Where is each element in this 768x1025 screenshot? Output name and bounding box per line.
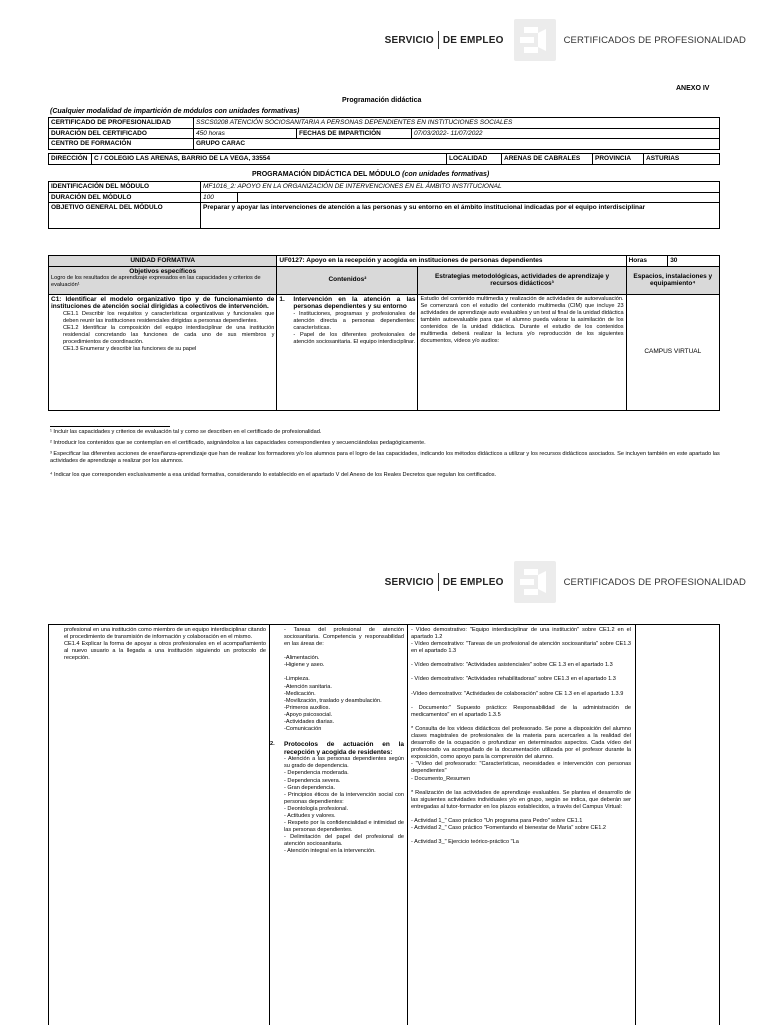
c1-ce13: CE1.3 Enumerar y describir las funciones de su papel (63, 345, 197, 352)
fechas-label: FECHAS DE IMPARTICIÓN (297, 128, 412, 139)
horas-label: Horas (626, 256, 668, 267)
horas-value: 30 (668, 256, 720, 267)
contenidos-cell (277, 294, 418, 410)
protocolo-item-2: - Dependencia moderada. (284, 770, 349, 777)
area-actividades-diarias: -Actividades diarias. (284, 719, 335, 726)
info-table (48, 117, 720, 150)
video-colaboracion: -Vídeo demostrativo: "Actividades de colaboración" sobre CE 1.3 en el apartado 1.3.9 (411, 690, 624, 697)
video-equipo: - Vídeo demostrativo: "Equipo interdisciplinar de una institución" sobre CE1.2 en el apartado 1.2 (411, 627, 631, 641)
area-medicacion: -Medicación. (284, 690, 316, 697)
logo-de-empleo-text-2: DE EMPLEO (442, 576, 504, 588)
ce13-continuation: profesional en una institución como miembro de un equipo interdisciplinar citando el procedimiento de transmisión de información y colaboración en el mismo. (64, 627, 266, 641)
modulo-id-label: IDENTIFICACIÓN DEL MÓDULO (49, 182, 201, 193)
certificados-logo-icon-2 (514, 561, 556, 603)
cert-value: SSCS0208 ATENCIÓN SOCIOSANITARIA A PERSONAS DEPENDIENTES EN INSTITUCIONES SOCIALES (194, 118, 720, 129)
actividad-1: - Actividad 1_" Caso práctico "Un programa para Pedro" sobre CE1.1 (411, 817, 583, 824)
col-contenidos-cont (270, 627, 404, 856)
ce14: CE1.4 Explicar la forma de apoyar a otros profesionales en el acompañamiento al nuevo usuario a la llegada a una institución siguiendo un protocolo de recepción. (64, 641, 266, 662)
modulo-duracion-label: DURACIÓN DEL MÓDULO (49, 192, 201, 203)
modulo-title-text: PROGRAMACIÓN DIDÁCTICA DEL MÓDULO (252, 171, 401, 178)
centro-value: GRUPO CARAC (194, 139, 720, 150)
direccion-label: DIRECCIÓN (49, 154, 92, 165)
footnote-3: ³ Especificar las diferentes acciones de enseñanza-aprendizaje que han de realizar los formadores y/o los alumnos para el logro de las capacidades, indicando los métodos didácticos a utilizar y los recursos didácticos asociados. Se incluyen también en este apartado las actividades de aprendizaje a realizar por los alumnos. (50, 451, 720, 464)
c1-ce12: CE1.2 Identificar la composición del equipo interdisciplinar de una institución residencial concretando las funciones de cada uno de sus miembros y procedimientos de coordinación. (63, 324, 275, 345)
uf-table (48, 255, 720, 411)
page-2 (0, 545, 768, 1024)
protocolo-item-8: - Respeto por la confidencialidad e intimidad de las personas dependientes. (284, 820, 404, 834)
protocolo-item-9: - Delimitación del papel del profesional de atención sociosanitaria. (284, 834, 404, 848)
video-profesorado: - "Vídeo del profesorado: "Características, necesidades e intervención con personas dependientes" (411, 761, 631, 775)
uf-label: UNIDAD FORMATIVA (49, 256, 277, 267)
fechas-value: 07/03/2022- 11/07/2022 (412, 128, 720, 139)
logo-servicio-text: SERVICIO (384, 34, 434, 46)
footnote-1: ¹ Incluir las capacidades y criterios de evaluación tal y como se describen en el certificado de profesionalidad. (50, 429, 322, 435)
cont-title: Intervención en la atención a las personas dependientes y su entorno (293, 295, 416, 310)
certificados-logo-icon (514, 19, 556, 61)
continuation-table (48, 624, 720, 1025)
col-estrategias-cont (411, 627, 631, 846)
objetivos-header (49, 266, 277, 294)
protocolo-item-1: - Atención a las personas dependientes según su grado de dependencia. (284, 756, 404, 770)
col-objetivos-cont (52, 627, 266, 662)
modulo-id-value: MF1016_2: APOYO EN LA ORGANIZACIÓN DE INTERVENCIONES EN EL ÁMBITO INSTITUCIONAL (201, 182, 720, 193)
footnote-2: ² Introducir los contenidos que se contemplan en el certificado, asignándolos a las capacidades correspondientes y secuenciándolas pedagógicamente. (50, 440, 426, 446)
area-comunicacion: -Comunicación (284, 726, 322, 733)
uf-value: UF0127: Apoyo en la recepción y acogida en instituciones de personas dependientes (277, 256, 626, 267)
consulta-videos: * Consulta de los vídeos didácticos del profesorado. Se pone a disposición del alumno clases magistrales de profesionales de la materia para acercarles a la realidad del desarrollo de la ocupación o profundizar en determinados aspectos. Cada vídeo del profesorado va acompañado de la documentación utilizada por el profesor durante la exposición, como apoyo para la comprensión del alumno. (411, 725, 631, 761)
actividad-2: - Actividad 2_" Caso práctico "Fomentando el bienestar de María" sobre CE1.2 (411, 824, 607, 831)
duracion-cert-value: 450 horas (194, 128, 297, 139)
objetivos-cell (49, 294, 277, 410)
protocolo-item-6: - Deontología profesional. (284, 805, 349, 812)
area-limpieza: -Limpieza. (284, 676, 310, 683)
objetivo-label: OBJETIVO GENERAL DEL MÓDULO (49, 203, 201, 229)
cert-label: CERTIFICADO DE PROFESIONALIDAD (49, 118, 194, 129)
cont-number-2: 2. (270, 741, 275, 748)
contenidos-header: Contenidos² (277, 266, 418, 294)
direccion-value: C / COLEGIO LAS ARENAS, BARRIO DE LA VEGA, 33554 (92, 154, 447, 165)
modulo-duracion-value: 100 (201, 192, 238, 203)
cont-item-2: - Papel de los diferentes profesionales de atención sociosanitaria. El equipo interdisciplinar. (293, 331, 416, 345)
c1-title: C1: Identificar el modelo organizativo tipo y de funcionamiento de instituciones de atención social dirigidas a colectivos de intervención. (51, 295, 275, 310)
protocolo-item-3: - Dependencia severa. (284, 777, 341, 784)
video-tareas: - Vídeo demostrativo: "Tareas de un profesional de atención sociosanitaria" sobre CE1.3 en el apartado 1.3 (411, 641, 631, 655)
logo-certificados-text-2: CERTIFICADOS DE PROFESIONALIDAD (563, 576, 746, 588)
objetivos-header-title: Objetivos específicos (129, 267, 197, 275)
area-higiene: -Higiene y aseo. (284, 662, 325, 669)
protocolo-item-5: - Principios éticos de la intervención social con personas dependientes: (284, 791, 404, 805)
protocolo-item-10: - Atención integral en la intervención. (284, 848, 376, 855)
video-rehabilitadoras: - Vídeo demostrativo: "Actividades rehabilitadoras" sobre CE1.3 en el apartado 1.3 (411, 676, 616, 683)
documento-resumen: - Documento_Resumen (411, 775, 471, 782)
espacios-cell: CAMPUS VIRTUAL (626, 294, 719, 410)
actividades-evaluables: * Realización de las actividades de aprendizaje evaluables. Se plantea el desarrollo de las siguientes actividades individuales y/o en grupo, según se indica, que deberán ser entregadas al tutor-formador en los plazos establecidos, a través del Campus Virtual: (411, 789, 631, 810)
page-gap (0, 532, 768, 545)
provincia-value: ASTURIAS (644, 154, 720, 165)
header-logo-2 (385, 558, 746, 606)
area-primeros-auxilios: -Primeros auxilios. (284, 704, 331, 711)
estrategias-cell: Estudio del contenido multimedia y realización de actividades de autoevaluación. Se comenzará con el estudio del contenido multimedia (CIM) que incluye 23 actividades de aprendizaje auto evaluables y un test al final de la unidad didáctica también autoevaluable para que el alumno pueda valorar la asimilación de los contenidos de la unidad didáctica. Durante el estudio de los contenidos multimedia deberá realizar la lectura y/o reproducción de los siguientes documentos, vídeos y/o audios: (418, 294, 626, 410)
servicio-de-empleo-logo-2 (385, 573, 504, 591)
logo-certificados-text: CERTIFICADOS DE PROFESIONALIDAD (563, 34, 746, 46)
c1-ce11: CE1.1 Describir los requisitos y características organizativas y funcionales que deben reunir las instituciones residenciales dirigidas a personas dependientes. (63, 310, 275, 324)
anexo-label: ANEXO IV (676, 85, 710, 92)
modulo-title-suffix: (con unidades formativas) (402, 171, 490, 178)
modulo-title (252, 171, 489, 179)
direccion-table (48, 153, 720, 165)
protocolo-item-4: - Gran dependencia. (284, 784, 335, 791)
estrategias-header: Estrategias metodológicas, actividades de aprendizaje y recursos didácticos³ (418, 266, 626, 294)
header-logo (385, 16, 746, 64)
documento-supuesto: - Documento:" Supuesto práctico: Responsabilidad de la administración de medicamentos" en el apartado 1.3.5 (411, 704, 631, 718)
modalidad-note: (Cualquier modalidad de impartición de módulos con unidades formativas) (50, 108, 300, 115)
protocolos-title: Protocolos de actuación en la recepción y acogida de residentes: (284, 741, 404, 756)
provincia-label: PROVINCIA (593, 154, 644, 165)
servicio-de-empleo-logo (385, 31, 504, 49)
video-asistenciales: - Vídeo demostrativo: "Actividades asistenciales" sobre CE 1.3 en el apartado 1.3 (411, 662, 613, 669)
actividad-3: - Actividad 3_" Ejercicio teórico-práctico "La (411, 839, 519, 846)
espacios-header: Espacios, instalaciones y equipamiento⁴ (626, 266, 719, 294)
duracion-cert-label: DURACIÓN DEL CERTIFICADO (49, 128, 194, 139)
area-movilizacion: -Movilización, traslado y deambulación. (284, 697, 382, 704)
footnote-divider (50, 426, 170, 427)
logo-servicio-text-2: SERVICIO (384, 576, 434, 588)
localidad-label: LOCALIDAD (447, 154, 502, 165)
footnote-4: ⁴ Indicar los que corresponden exclusivamente a esa unidad formativa, considerando lo establecido en el apartado V del Anexo de los Reales Decretos que regulan los certificados. (50, 472, 497, 478)
area-alimentacion: -Alimentación. (284, 655, 320, 662)
centro-label: CENTRO DE FORMACIÓN (49, 139, 194, 150)
doc-title: Programación didáctica (342, 97, 422, 104)
cont-number: 1. (279, 295, 285, 303)
modulo-table (48, 181, 720, 229)
objetivos-header-sub: Logro de los resultados de aprendizaje expresados en las capacidades y criterios de evaluación¹ (51, 275, 261, 289)
logo-de-empleo-text: DE EMPLEO (442, 34, 504, 46)
objetivo-value: Preparar y apoyar las intervenciones de atención a las personas y su entorno en el ámbito institucional indicadas por el equipo interdisciplinar (201, 203, 720, 229)
area-apoyo-psicosocial: -Apoyo psicosocial. (284, 711, 333, 718)
localidad-value: ARENAS DE CABRALES (502, 154, 593, 165)
protocolo-item-7: - Actitudes y valores. (284, 812, 336, 819)
area-atencion-sanitaria: -Atención sanitaria. (284, 683, 332, 690)
cont-item-1: - Instituciones, programas y profesionales de atención directa a personas dependientes: características. (293, 310, 416, 331)
tareas-item: - Tareas del profesional de atención sociosanitaria. Competencia y responsabilidad en las áreas de: (284, 627, 404, 648)
